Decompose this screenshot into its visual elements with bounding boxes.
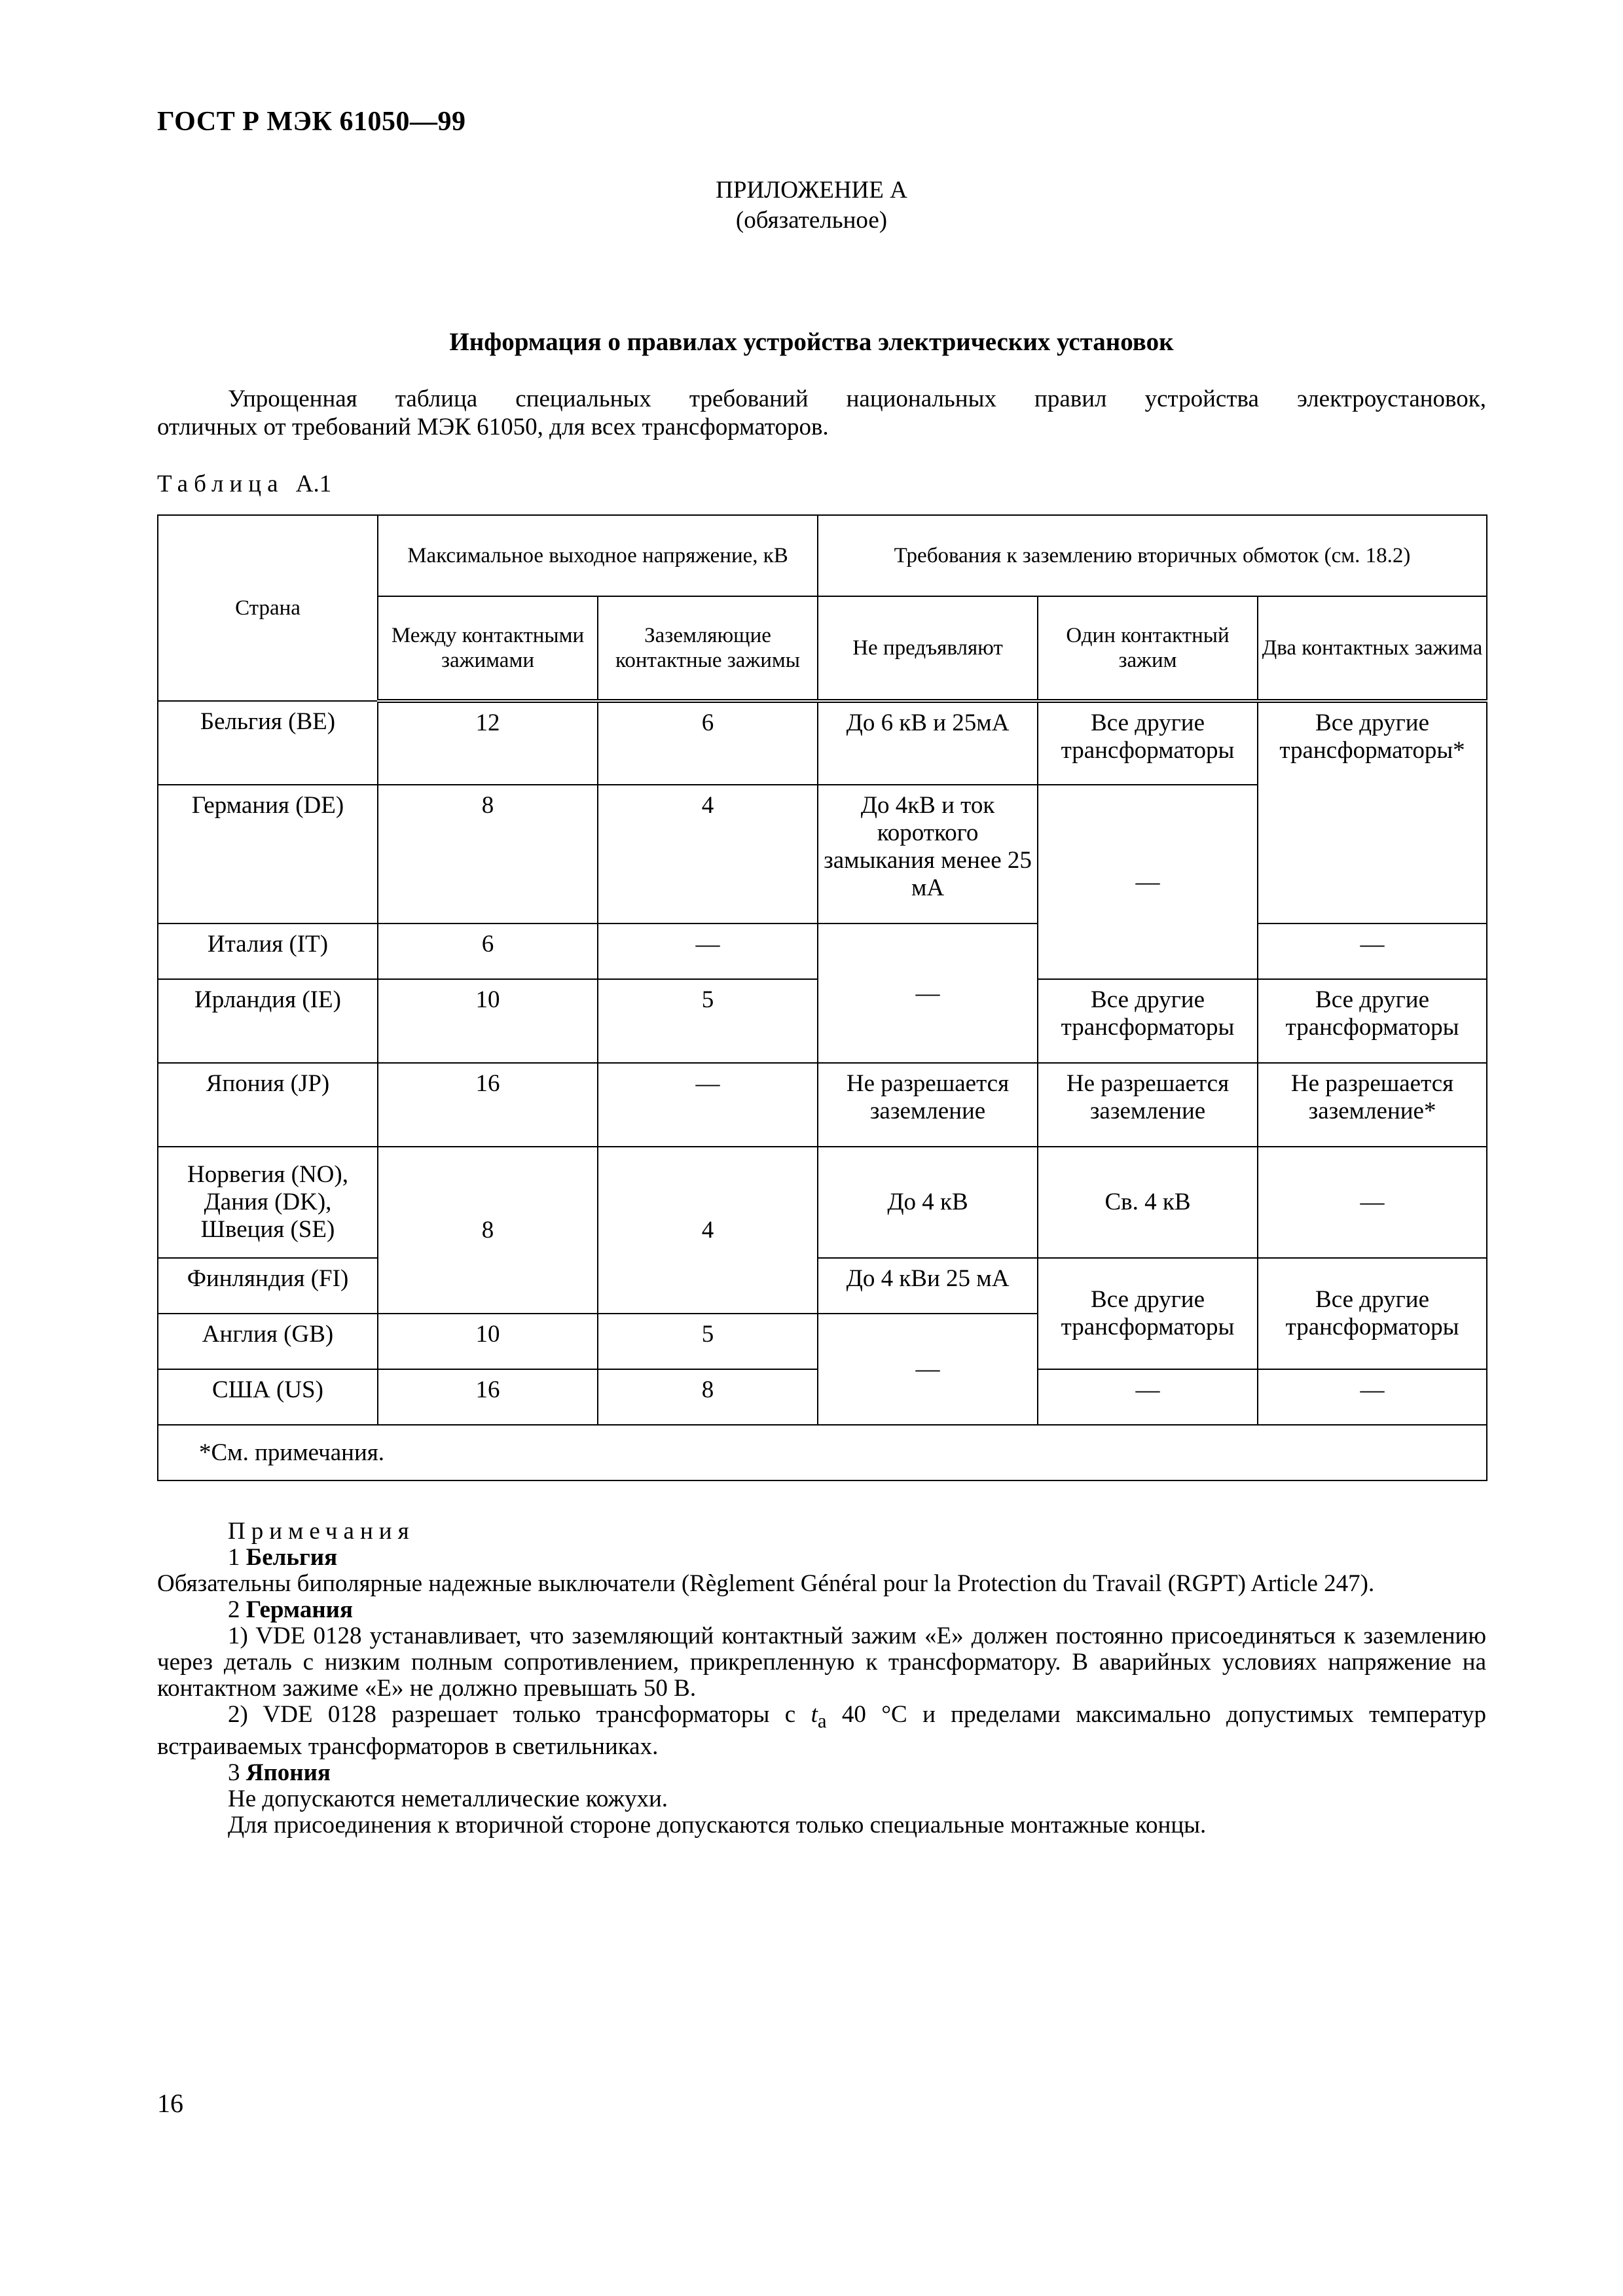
page-number: 16: [157, 2089, 183, 2118]
between-cell: 6: [378, 924, 598, 979]
note-2-temp-symbol: t: [811, 1701, 818, 1728]
header-not-imposed: Не предъявляют: [818, 596, 1038, 701]
appendix-block: [0, 175, 1623, 236]
appendix-status: (обязательное): [735, 207, 888, 234]
between-cell: 16: [378, 1063, 598, 1147]
note-1-heading: [157, 1545, 1486, 1571]
two-terminals-cell: Все другие трансформаторы*: [1258, 701, 1487, 924]
country-cell: Германия (DE): [158, 785, 378, 924]
country-cell: Италия (IT): [158, 924, 378, 979]
note-2-heading: [157, 1597, 1486, 1623]
note-2-title: Германия: [246, 1596, 354, 1623]
country-cell: США (US): [158, 1369, 378, 1425]
country-cell: Ирландия (IE): [158, 979, 378, 1063]
header-one-terminal: Один контактный зажим: [1038, 596, 1258, 701]
two-terminals-cell: Не разрешается заземление*: [1258, 1063, 1487, 1147]
note-2-p2-start: 2) VDE 0128 разрешает только трансформаторы с: [228, 1701, 811, 1728]
document-code: ГОСТ Р МЭК 61050—99: [157, 107, 466, 137]
header-country: Страна: [158, 515, 378, 701]
intro-line-2: отличных от требований МЭК 61050, для всех трансформаторов.: [157, 414, 829, 440]
two-terminals-cell: —: [1258, 1147, 1487, 1258]
note-1-number: 1: [228, 1544, 240, 1571]
header-earthing-requirements: Требования к заземлению вторичных обмоток (см. 18.2): [818, 515, 1487, 596]
one-terminal-cell: —: [1038, 1369, 1258, 1425]
not-imposed-cell: До 4 кВ: [818, 1147, 1038, 1258]
one-terminal-cell: Св. 4 кВ: [1038, 1147, 1258, 1258]
table-header-row-1: [158, 515, 1487, 596]
one-terminal-cell: Не разрешается заземление: [1038, 1063, 1258, 1147]
two-terminals-cell: —: [1258, 924, 1487, 979]
intro-line-1: Упрощенная таблица специальных требований национальных правил устройства электроустановок,: [228, 386, 1486, 412]
table-row: [158, 1063, 1487, 1147]
note-3-number: 3: [228, 1759, 240, 1787]
note-2-paragraph-1: 1) VDE 0128 устанавливает, что заземляющий контактный зажим «Е» должен постоянно присоединяться к заземлению через деталь с низким полным сопротивлением, прикрепленную к трансформатору. В аварийных условиях напряжение на контактном зажиме «Е» не должно превышать 50 В.: [157, 1623, 1486, 1702]
ground-cell: 6: [598, 701, 818, 785]
note-1-text: Обязательны биполярные надежные выключатели (Règlement Général pour la Protection du Travail (RGPT) Article 247).: [157, 1570, 1375, 1597]
not-imposed-cell: До 4кВ и ток короткого замыкания менее 25 мА: [818, 785, 1038, 924]
not-imposed-cell: До 6 кВ и 25мА: [818, 701, 1038, 785]
table-caption-word: Таблица: [157, 471, 284, 497]
one-terminal-cell: Все другие трансформаторы: [1038, 701, 1258, 785]
two-terminals-cell: —: [1258, 1369, 1487, 1425]
note-2-paragraph-2: [157, 1702, 1486, 1760]
ground-cell: —: [598, 1063, 818, 1147]
country-cell: Япония (JP): [158, 1063, 378, 1147]
note-3-paragraph-2: Для присоединения к вторичной стороне допускаются только специальные монтажные концы.: [228, 1812, 1207, 1839]
appendix-title: ПРИЛОЖЕНИЕ А: [716, 177, 907, 204]
table-row: [158, 1258, 1487, 1314]
ground-cell: 8: [598, 1369, 818, 1425]
header-grounding-terminals: Заземляющие контактные зажимы: [598, 596, 818, 701]
table-caption: [157, 470, 331, 498]
ground-cell: 4: [598, 785, 818, 924]
ground-cell: 5: [598, 979, 818, 1063]
requirements-table: [157, 514, 1487, 1481]
note-3-title: Япония: [246, 1759, 331, 1787]
between-cell: 12: [378, 701, 598, 785]
between-cell: 10: [378, 1314, 598, 1369]
country-cell: Финляндия (FI): [158, 1258, 378, 1314]
table-row: [158, 1147, 1487, 1258]
not-imposed-cell: До 4 кВи 25 мА: [818, 1258, 1038, 1314]
note-2-temp-subscript: a: [817, 1710, 827, 1732]
intro-paragraph: [157, 385, 1486, 441]
between-cell: 8: [378, 1147, 598, 1314]
between-cell: 8: [378, 785, 598, 924]
table-row: [158, 701, 1487, 785]
header-between-terminals: Между контактными зажимами: [378, 596, 598, 701]
two-terminals-cell: Все другие трансформаторы: [1258, 979, 1487, 1063]
one-terminal-cell: —: [1038, 785, 1258, 979]
header-max-voltage: Максимальное выходное напряжение, кВ: [378, 515, 818, 596]
country-cell: Норвегия (NO), Дания (DK), Швеция (SE): [158, 1147, 378, 1258]
table-footnote-row: [158, 1425, 1487, 1480]
ground-cell: 4: [598, 1147, 818, 1314]
note-1-title: Бельгия: [246, 1544, 338, 1571]
note-2-p2-end: 40 °С и пределами максимально допустимых температур встраиваемых трансформаторов в светильниках.: [157, 1701, 1487, 1761]
notes-title: Примечания: [228, 1518, 415, 1545]
ground-cell: 5: [598, 1314, 818, 1369]
note-3-heading: [157, 1760, 1486, 1786]
note-2-number: 2: [228, 1596, 240, 1623]
header-two-terminals: Два контактных зажима: [1258, 596, 1487, 701]
country-cell: Бельгия (BE): [158, 701, 378, 785]
notes-section: [157, 1518, 1486, 1839]
note-3-paragraph-1: Не допускаются неметаллические кожухи.: [228, 1785, 668, 1813]
not-imposed-cell: —: [818, 924, 1038, 1063]
section-heading: Информация о правилах устройства электрических установок: [449, 328, 1174, 356]
between-cell: 16: [378, 1369, 598, 1425]
two-terminals-cell: Все другие трансформаторы: [1258, 1258, 1487, 1369]
not-imposed-cell: —: [818, 1314, 1038, 1425]
table-caption-number: А.1: [295, 471, 332, 497]
table-row: [158, 924, 1487, 979]
one-terminal-cell: Все другие трансформаторы: [1038, 1258, 1258, 1369]
ground-cell: —: [598, 924, 818, 979]
country-cell: Англия (GB): [158, 1314, 378, 1369]
one-terminal-cell: Все другие трансформаторы: [1038, 979, 1258, 1063]
table-footnote: *См. примечания.: [158, 1425, 1487, 1480]
not-imposed-cell: Не разрешается заземление: [818, 1063, 1038, 1147]
between-cell: 10: [378, 979, 598, 1063]
